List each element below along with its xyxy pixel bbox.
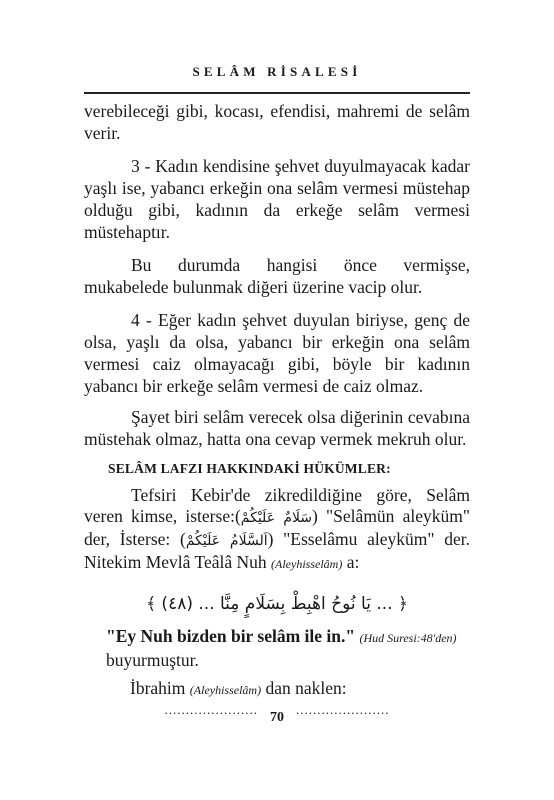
page-footer	[84, 702, 470, 725]
ibrahim-honorific: (Aleyhisselâm)	[189, 683, 262, 697]
arabic-selamun-aleykum: سَلَامٌ عَلَيْكُمْ	[240, 510, 313, 526]
verse-translation	[106, 625, 470, 671]
header-rule	[84, 92, 470, 94]
ibrahim-line	[130, 678, 347, 699]
paragraph-5: Şayet biri selâm verecek olsa diğerinin cevabına müstehak olmaz, hatta ona cevap vermek mekruh olur.	[84, 407, 470, 449]
section-paragraph	[84, 485, 470, 575]
paragraph-1: verebileceği gibi, kocası, efendisi, mahremi de selâm verir.	[84, 101, 470, 143]
section-text-a: Tefsiri Kebir'de zikredildiğine göre, Selâm veren kimse, isterse:(	[84, 485, 470, 526]
section-title: SELÂM LAFZI HAKKINDAKİ HÜKÜMLER:	[108, 461, 391, 476]
page-number: 70	[270, 710, 284, 725]
paragraph-2: 3 - Kadın kendisine şehvet duyulmayacak kadar yaşlı ise, yabancı erkeğin ona selâm vermesi müstehap olduğu gibi, kadının da erkeğe selâm vermesi müstehaptır.	[84, 156, 470, 242]
running-header: SELÂM RİSALESİ	[192, 64, 362, 79]
translation-text: "Ey Nuh bizden bir selâm ile in."	[106, 626, 356, 646]
ibrahim-name: İbrahim	[130, 678, 186, 698]
section-text-d: a:	[346, 552, 360, 572]
section-text-b: ) "Selâmün aleyküm" der, İsterse: (	[84, 506, 470, 549]
paragraph-3: Bu durumda hangisi önce vermişse, mukabelede bulunmak diğeri üzerine vacip olur.	[84, 255, 470, 297]
main-text	[84, 100, 470, 461]
arabic-esselamu-aleykum: اَلسَّلَامُ عَلَيْكُمْ	[185, 533, 268, 549]
section-text	[84, 485, 470, 575]
ibrahim-tail: dan naklen:	[265, 678, 347, 698]
honorific-note: (Aleyhisselâm)	[271, 557, 343, 571]
verse-source: (Hud Suresi:48'den)	[359, 631, 457, 645]
footer-dots-left: ......................	[164, 702, 258, 717]
footer-dots-right: ......................	[296, 702, 390, 717]
paragraph-4: 4 - Eğer kadın şehvet duyulan biriyse, genç de olsa, yaşlı da olsa, yabancı bir erkeğin ona selâm vermesi caiz olmayacağı gibi, böyle bir kadının yabancı bir erkeğe selâm vermesi de caiz olmaz.	[84, 310, 470, 396]
translation-tail: buyurmuştur.	[106, 650, 199, 670]
quran-verse: ﴿ ... يَا نُوحُ اهْبِطْ بِسَلَامٍ مِنَّا ... (٤٨) ﴾	[146, 594, 408, 614]
section-text-c: ) "Esselâmu aleyküm" der. Nitekim Mevlâ Teâlâ Nuh	[84, 529, 471, 572]
